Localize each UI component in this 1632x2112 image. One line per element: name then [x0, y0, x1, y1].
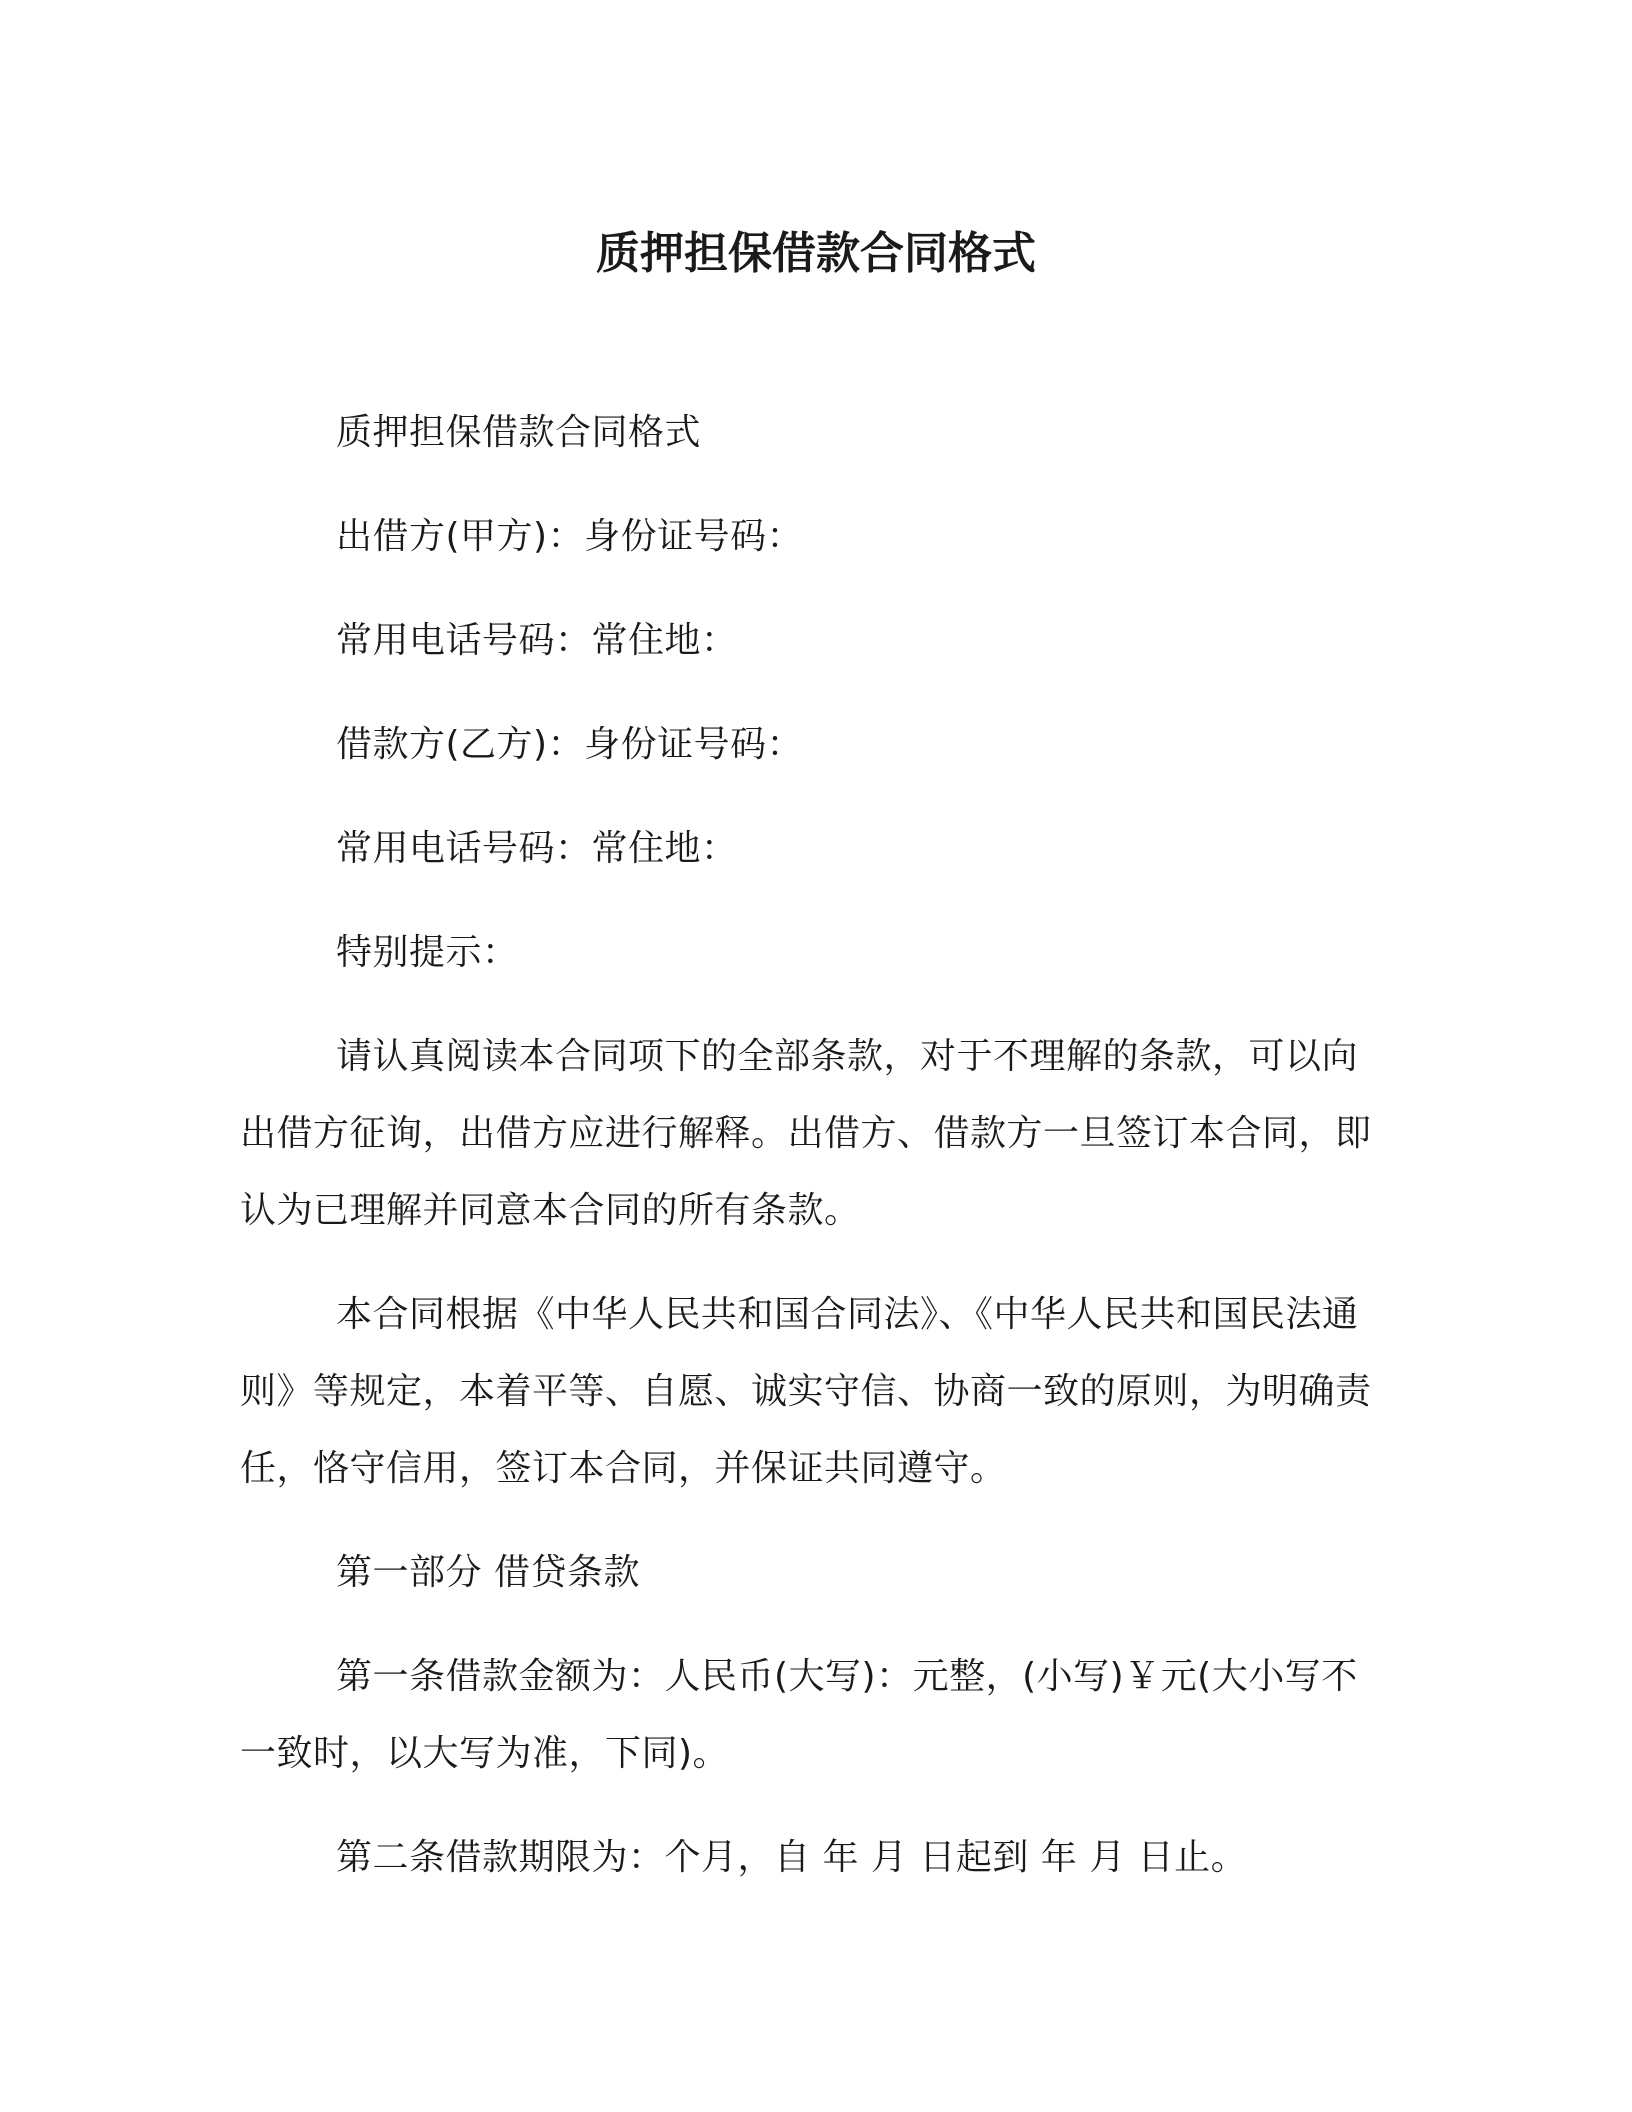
special-notice-heading: 特别提示： — [336, 932, 519, 973]
borrower-contact-line: 常用电话号码：常住地： — [336, 828, 738, 869]
borrower-line: 借款方(乙方)：身份证号码： — [336, 724, 804, 765]
lender-line: 出借方(甲方)：身份证号码： — [336, 516, 804, 557]
subtitle-line: 质押担保借款合同格式 — [336, 412, 702, 453]
lender-contact-line: 常用电话号码：常住地： — [336, 620, 738, 661]
article-2: 第二条借款期限为：个月，自 年 月 日起到 年 月 日止。 — [336, 1837, 1248, 1878]
notice-paragraph: 请认真阅读本合同项下的全部条款，对于不理解的条款，可以向出借方征询，出借方应进行解释。出借方、借款方一旦签订本合同，即认为已理解并同意本合同的所有条款。 — [240, 1036, 1372, 1231]
document-title: 质押担保借款合同格式 — [596, 228, 1036, 279]
article-1: 第一条借款金额为：人民币(大写)：元整，(小写)￥元(大小写不一致时，以大写为准，下同)。 — [240, 1656, 1358, 1774]
basis-paragraph: 本合同根据《中华人民共和国合同法》、《中华人民共和国民法通则》等规定，本着平等、自愿、诚实守信、协商一致的原则，为明确责任，恪守信用，签订本合同，并保证共同遵守。 — [240, 1294, 1372, 1489]
document-body — [240, 394, 1390, 1923]
section-heading: 第一部分 借贷条款 — [336, 1552, 640, 1593]
